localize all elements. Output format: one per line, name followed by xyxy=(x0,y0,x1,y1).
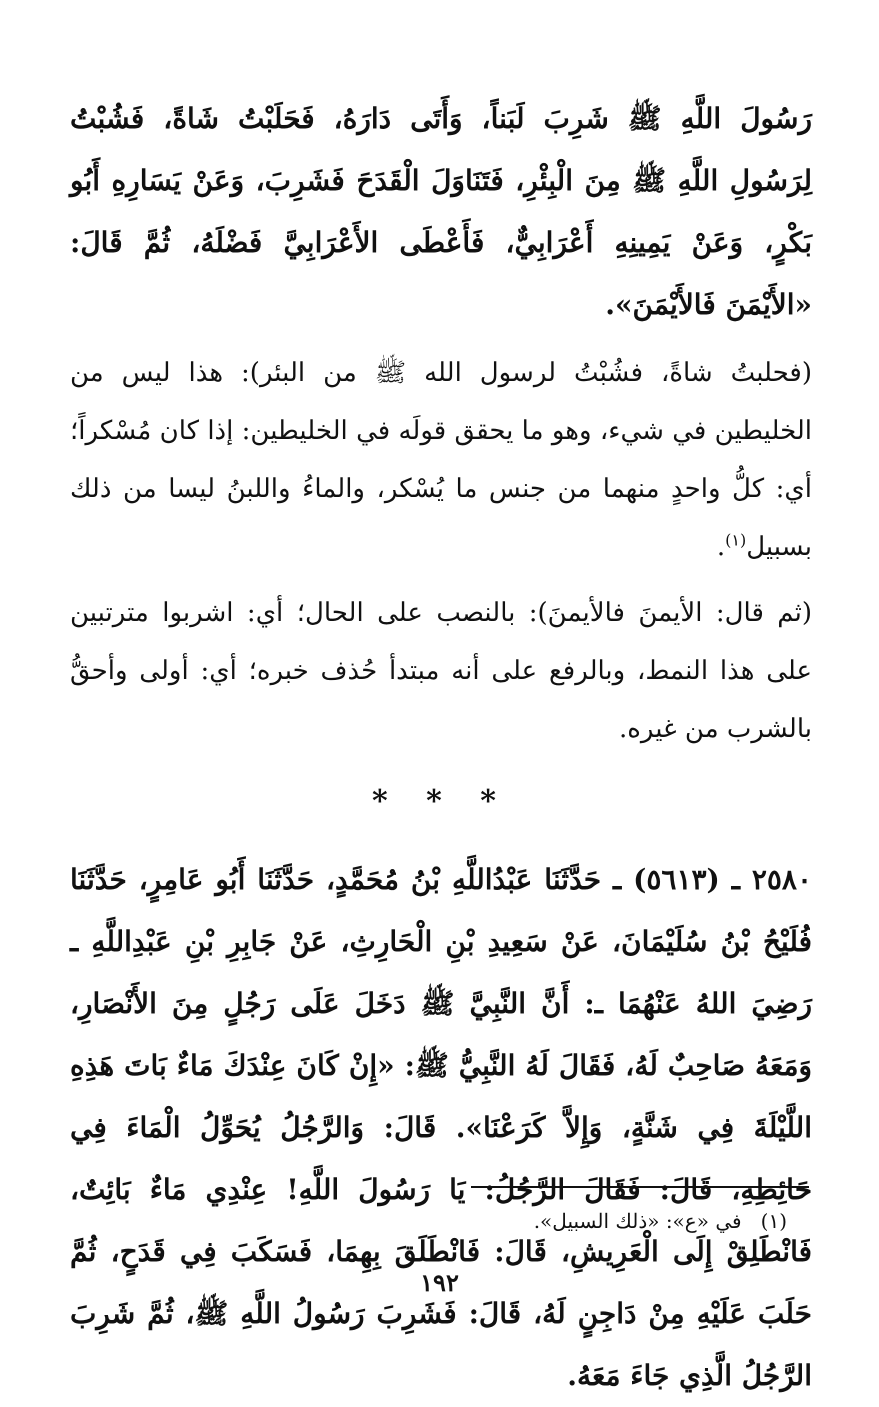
commentary-text-1: (فحلبتُ شاةً، فشُبْتُ لرسول الله ﷺ من البئر): هذا ليس من الخليطين في شيء، وهو ما يحقق قولَه في الخليطين: إذا كان مُسْكراً؛ أي: كلُّ واحدٍ منهما من جنس ما يُسْكر، والماءُ واللبنُ ليسا من ذلك بسبيل xyxy=(70,358,812,562)
page-number: ١٩٢ xyxy=(420,1268,459,1297)
commentary-paragraph-1 xyxy=(70,344,812,576)
footnote-text: في «ع»: «ذلك السبيل». xyxy=(533,1209,742,1233)
commentary-text-1-end: . xyxy=(716,532,726,562)
commentary-paragraph-2: (ثم قال: الأيمنَ فالأيمنَ): بالنصب على الحال؛ أي: اشربوا مترتبين على هذا النمط، وبالرفع على أنه مبتدأ حُذف خبره؛ أي: أولى وأحقُّ بالشرب من غيره. xyxy=(70,598,812,744)
footnote xyxy=(534,1206,787,1236)
footnote-mark: (١) xyxy=(760,1209,787,1233)
section-separator: * * * xyxy=(372,784,510,819)
hadith-text: حَدَّثَنَا عَبْدُاللَّهِ بْنُ مُحَمَّدٍ، حَدَّثَنَا أَبُو عَامِرٍ، حَدَّثَنَا فُلَيْحُ بْنُ سُلَيْمَانَ، عَنْ سَعِيدِ بْنِ الْحَارِثِ، عَنْ جَابِرِ بْنِ عَبْدِاللَّهِ ـ رَضِيَ اللهُ عَنْهُمَا ـ: أَنَّ النَّبِيَّ ﷺ دَخَلَ عَلَى رَجُلٍ مِنَ الأَنْصَارِ، وَمَعَهُ صَاحِبٌ لَهُ، فَقَالَ لَهُ النَّبِيُّ ﷺ: «إِنْ كَانَ عِنْدَكَ مَاءٌ بَاتَ هَذِهِ اللَّيْلَةَ فِي شَنَّةٍ، وَإِلاَّ كَرَعْنَا». قَالَ: وَالرَّجُلُ يُحَوِّلُ الْمَاءَ فِي حَائِطِهِ، قَالَ: فَقَالَ الرَّجُلُ: يَا رَسُولَ اللَّهِ! عِنْدِي مَاءٌ بَائِتٌ، فَانْطَلِقْ إِلَى الْعَرِيشِ، قَالَ: فَانْطَلَقَ بِهِمَا، فَسَكَبَ فِي قَدَحٍ، ثُمَّ حَلَبَ عَلَيْهِ مِنْ دَاجِنٍ لَهُ، قَالَ: فَشَرِبَ رَسُولُ اللَّهِ ﷺ، ثُمَّ شَرِبَ الرَّجُلُ الَّذِي جَاءَ مَعَهُ. xyxy=(70,863,812,1392)
footnote-reference-mark[interactable]: (١) xyxy=(725,530,747,550)
hadith-paragraph-continued: رَسُولَ اللَّهِ ﷺ شَرِبَ لَبَناً، وَأَتَى دَارَهُ، فَحَلَبْتُ شَاةً، فَشُبْتُ لِرَسُولِ اللَّهِ ﷺ مِنَ الْبِئْرِ، فَتَنَاوَلَ الْقَدَحَ فَشَرِبَ، وَعَنْ يَسَارِهِ أَبُو بَكْرٍ، وَعَنْ يَمِينِهِ أَعْرَابِيٌّ، فَأَعْطَى الأَعْرَابِيَّ فَضْلَهُ، ثُمَّ قَالَ: «الأَيْمَنَ فَالأَيْمَنَ». xyxy=(70,102,812,321)
hadith-number: ٢٥٨٠ ـ (٥٦١٣) ـ xyxy=(613,863,812,896)
hadith-paragraph-2 xyxy=(70,849,812,1407)
footnote-divider xyxy=(471,1186,809,1188)
